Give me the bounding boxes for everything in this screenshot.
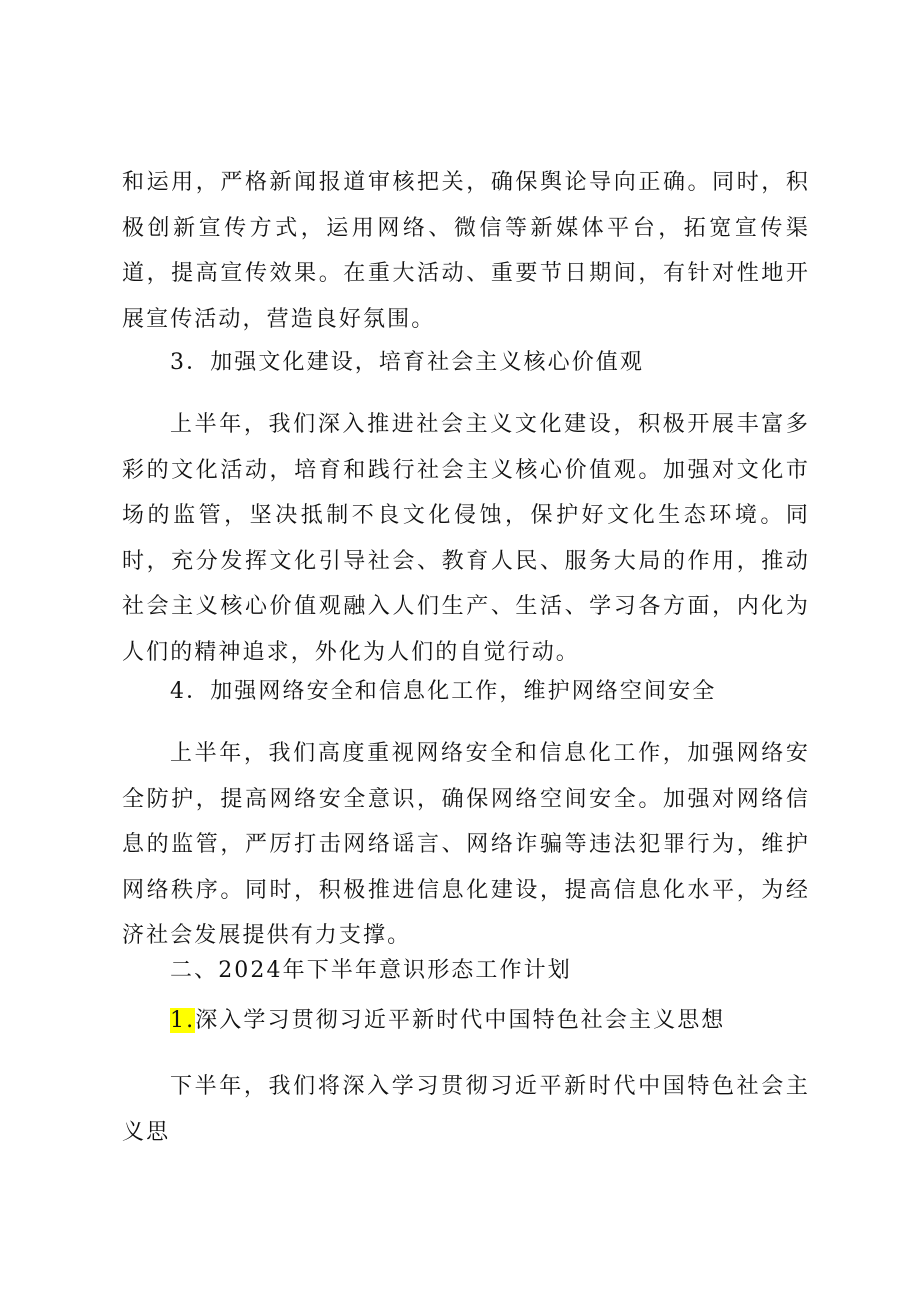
paragraph-culture-building: 上半年，我们深入推进社会主义文化建设，积极开展丰富多彩的文化活动，培育和践行社会主义核心价值观。加强对文化市场的监管，坚决抵制不良文化侵蚀，保护好文化生态环境。同时，充分发挥文化引导社会、教育人民、服务大局的作用，推动社会主义核心价值观融入人们生产、生活、学习各方面，内化为人们的精神追求，外化为人们的自觉行动。 xyxy=(122,412,810,665)
highlighted-number: 1. xyxy=(170,1008,196,1033)
paragraph-propaganda-continued: 和运用，严格新闻报道审核把关，确保舆论导向正确。同时，积极创新宣传方式，运用网络、微信等新媒体平台，拓宽宣传渠道，提高宣传效果。在重大活动、重要节日期间，有针对性地开展宣传活动，营造良好氛围。 xyxy=(122,170,810,332)
heading-study-thought-text: 深入学习贯彻习近平新时代中国特色社会主义思想 xyxy=(195,1008,726,1033)
heading-network-security: 4．加强网络安全和信息化工作，维护网络空间安全 xyxy=(170,679,717,704)
heading-study-thought xyxy=(170,1006,725,1036)
heading-second-half-plan: 二、2024年下半年意识形态工作计划 xyxy=(170,958,572,983)
heading-culture-building: 3．加强文化建设，培育社会主义核心价值观 xyxy=(170,350,644,375)
paragraph-second-half-study: 下半年，我们将深入学习贯彻习近平新时代中国特色社会主义思 xyxy=(122,1074,810,1145)
paragraph-network-security: 上半年，我们高度重视网络安全和信息化工作，加强网络安全防护，提高网络安全意识，确保网络空间安全。加强对网络信息的监管，严厉打击网络谣言、网络诈骗等违法犯罪行为，维护网络秩序。同时，积极推进信息化建设，提高信息化水平，为经济社会发展提供有力支撑。 xyxy=(122,741,810,948)
